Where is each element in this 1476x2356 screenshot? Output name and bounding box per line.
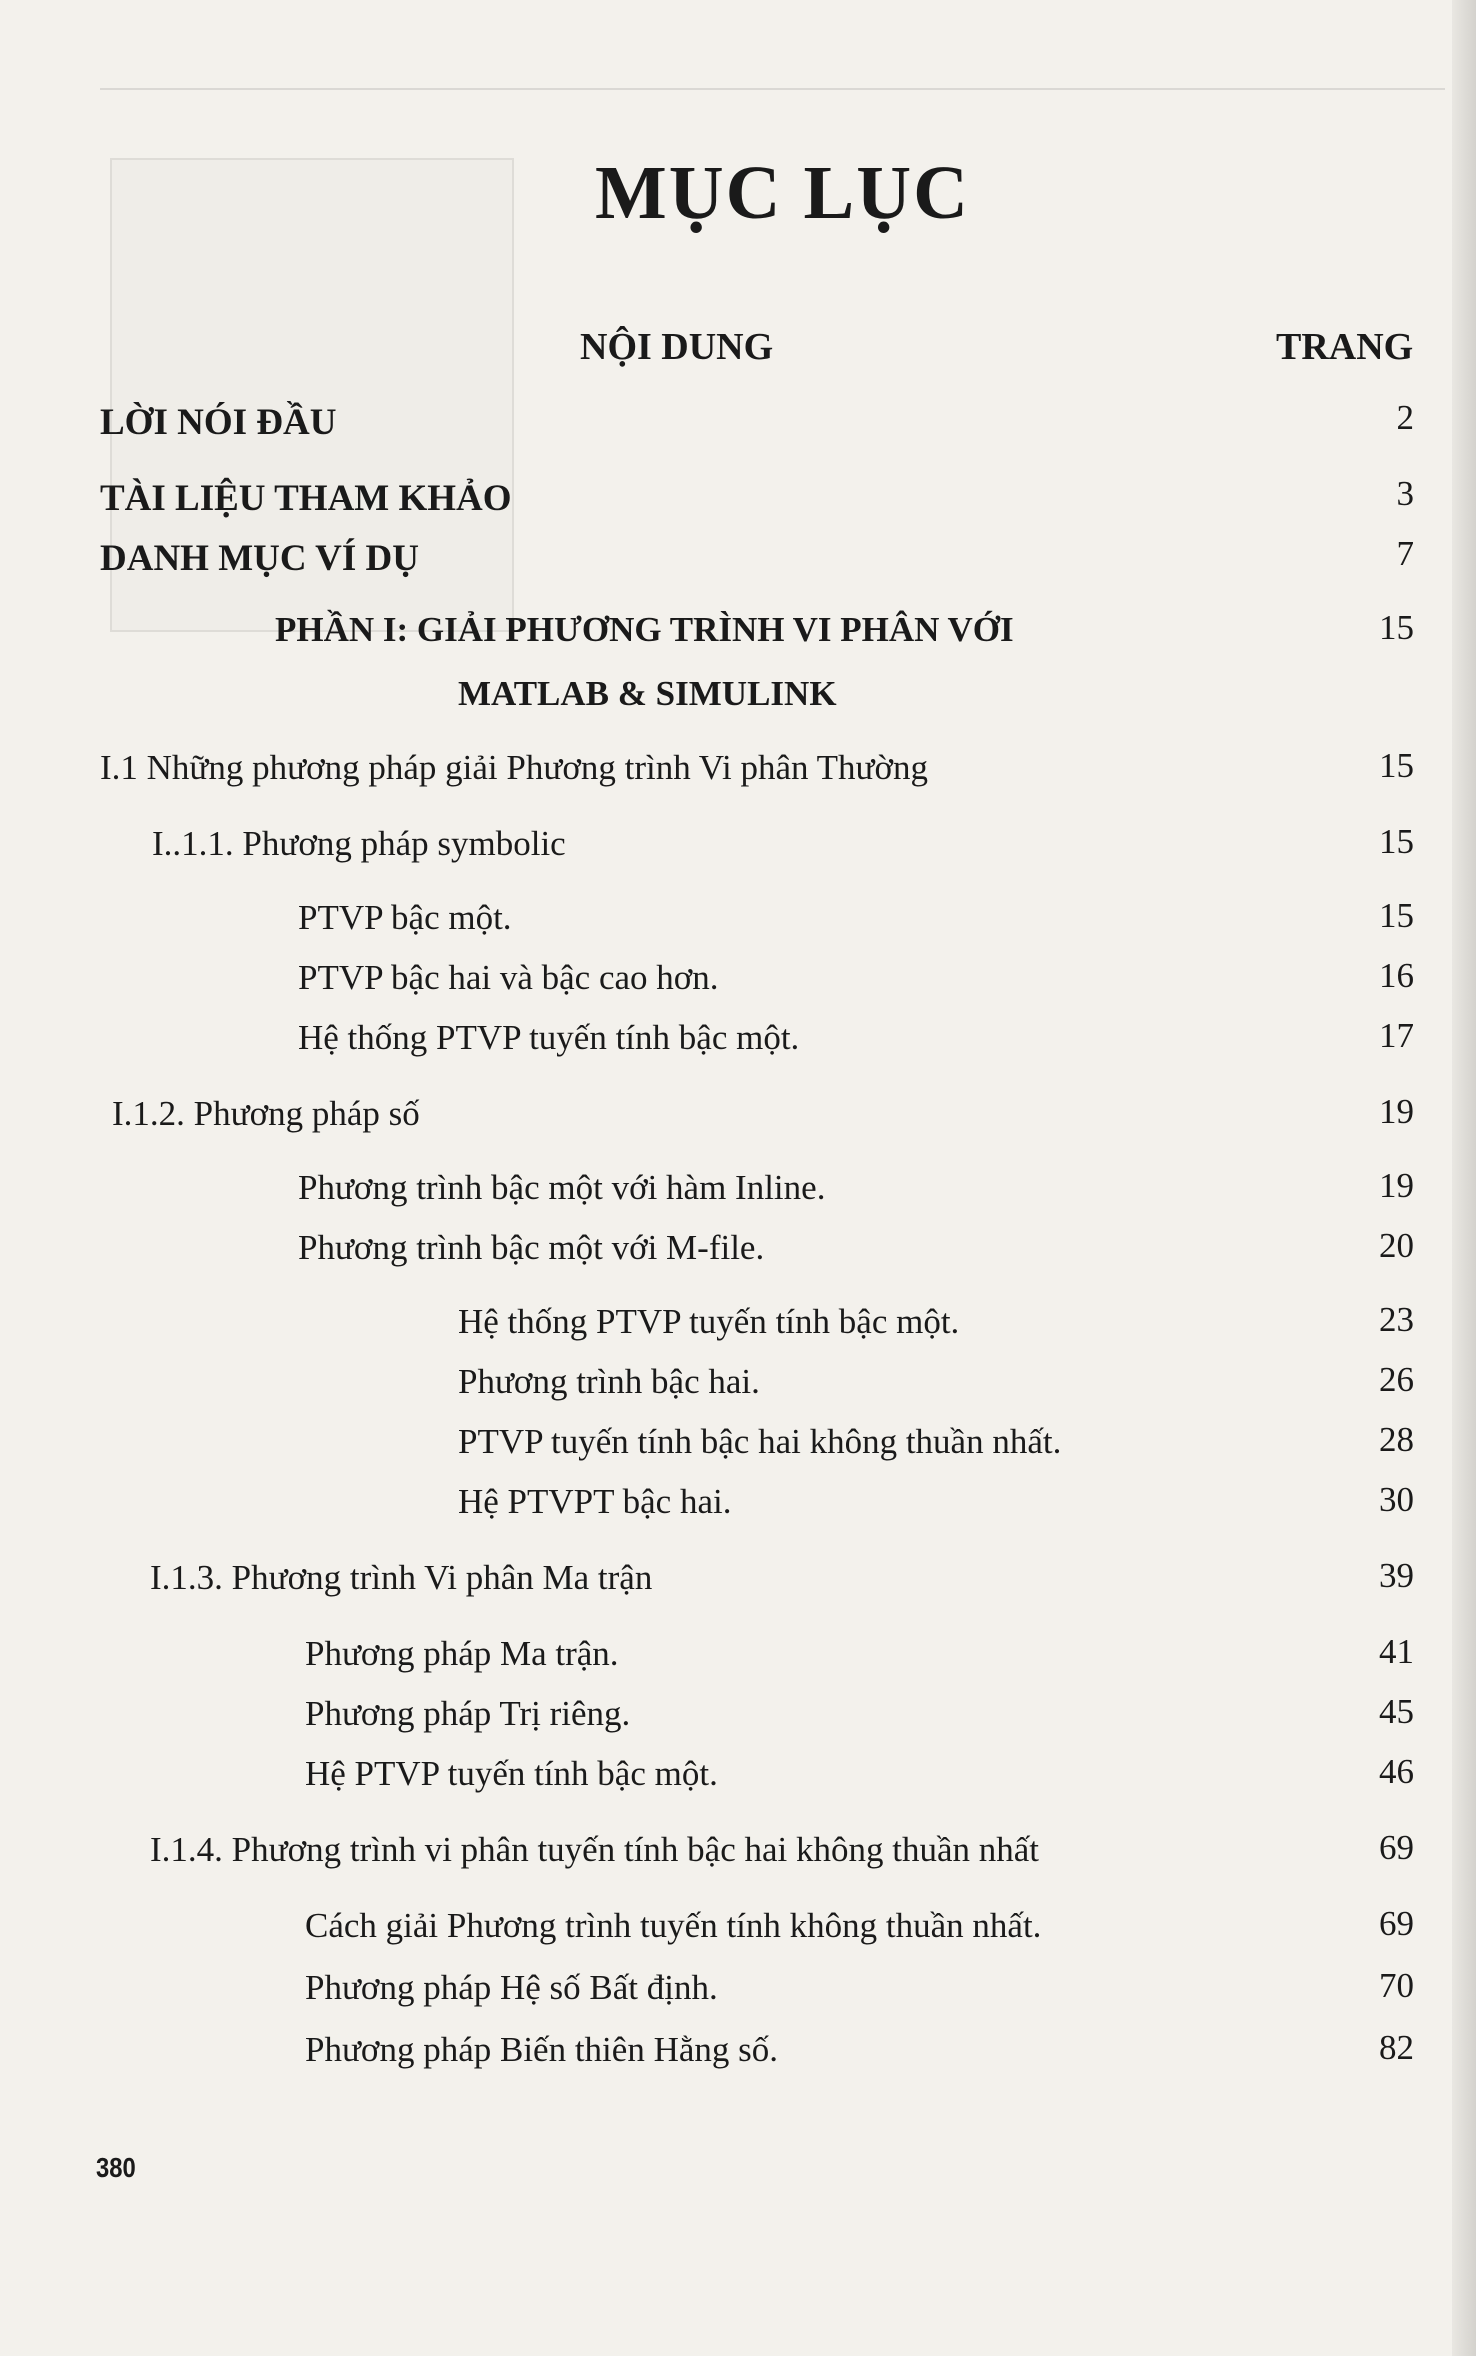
toc-entry: I.1.4. Phương trình vi phân tuyến tính bậc hai không thuần nhất <box>150 1830 1040 1869</box>
toc-page-number: 39 <box>1379 1556 1414 1595</box>
toc-entry: PTVP bậc hai và bậc cao hơn. <box>298 958 719 997</box>
toc-entry: I.1.2. Phương pháp số <box>112 1094 420 1133</box>
toc-entry: I..1.1. Phương pháp symbolic <box>152 824 566 863</box>
toc-entry: Hệ PTVP tuyến tính bậc một. <box>305 1754 718 1793</box>
reverse-side-header-rule <box>100 58 1445 90</box>
toc-page-number: 20 <box>1379 1226 1414 1265</box>
toc-entry: I.1 Những phương pháp giải Phương trình Vi phân Thường <box>100 748 928 787</box>
toc-page-number: 82 <box>1379 2028 1414 2067</box>
page-number: 380 <box>96 2152 136 2183</box>
toc-part-heading: PHẦN I: GIẢI PHƯƠNG TRÌNH VI PHÂN VỚI <box>275 610 1014 649</box>
toc-entry: Phương trình bậc một với M-file. <box>298 1228 765 1267</box>
column-header-page: TRANG <box>1276 326 1414 368</box>
toc-entry: LỜI NÓI ĐẦU <box>100 402 337 443</box>
toc-page-number: 19 <box>1379 1092 1414 1131</box>
toc-page-number: 30 <box>1379 1480 1414 1519</box>
toc-page-number: 7 <box>1396 534 1414 573</box>
toc-page-number: 3 <box>1396 474 1414 513</box>
toc-entry: Phương pháp Hệ số Bất định. <box>305 1968 718 2007</box>
toc-entry: TÀI LIỆU THAM KHẢO <box>100 478 512 519</box>
column-header-content: NỘI DUNG <box>580 326 774 368</box>
toc-page-number: 17 <box>1379 1016 1414 1055</box>
toc-part-heading-continued: MATLAB & SIMULINK <box>458 674 837 713</box>
toc-entry: DANH MỤC VÍ DỤ <box>100 538 419 579</box>
toc-page-number: 69 <box>1379 1904 1414 1943</box>
toc-page-number: 15 <box>1379 822 1414 861</box>
toc-entry: Phương trình bậc hai. <box>458 1362 760 1401</box>
toc-entry: Phương pháp Ma trận. <box>305 1634 619 1673</box>
toc-page-number: 46 <box>1379 1752 1414 1791</box>
toc-page-number: 16 <box>1379 956 1414 995</box>
toc-page-number: 70 <box>1379 1966 1414 2005</box>
toc-page-number: 15 <box>1379 896 1414 935</box>
toc-entry: Cách giải Phương trình tuyến tính không thuần nhất. <box>305 1906 1042 1945</box>
toc-page-number: 26 <box>1379 1360 1414 1399</box>
toc-entry: Phương trình bậc một với hàm Inline. <box>298 1168 826 1207</box>
toc-entry: I.1.3. Phương trình Vi phân Ma trận <box>150 1558 653 1597</box>
toc-entry: PTVP bậc một. <box>298 898 512 937</box>
toc-page-number: 28 <box>1379 1420 1414 1459</box>
page-edge <box>1452 0 1476 2356</box>
toc-page-number: 19 <box>1379 1166 1414 1205</box>
toc-entry: Hệ thống PTVP tuyến tính bậc một. <box>298 1018 800 1057</box>
toc-page-number: 45 <box>1379 1692 1414 1731</box>
toc-entry: Hệ thống PTVP tuyến tính bậc một. <box>458 1302 960 1341</box>
toc-entry: Phương pháp Biến thiên Hằng số. <box>305 2030 778 2069</box>
toc-page-number: 69 <box>1379 1828 1414 1867</box>
toc-entry: Phương pháp Trị riêng. <box>305 1694 631 1733</box>
toc-entry: PTVP tuyến tính bậc hai không thuần nhất. <box>458 1422 1062 1461</box>
toc-page-number: 15 <box>1379 746 1414 785</box>
toc-page-number: 15 <box>1379 608 1414 647</box>
toc-page-number: 41 <box>1379 1632 1414 1671</box>
toc-page-number: 2 <box>1396 398 1414 437</box>
toc-page-number: 23 <box>1379 1300 1414 1339</box>
toc-entry: Hệ PTVPT bậc hai. <box>458 1482 732 1521</box>
page-title: MỤC LỤC <box>595 151 970 235</box>
